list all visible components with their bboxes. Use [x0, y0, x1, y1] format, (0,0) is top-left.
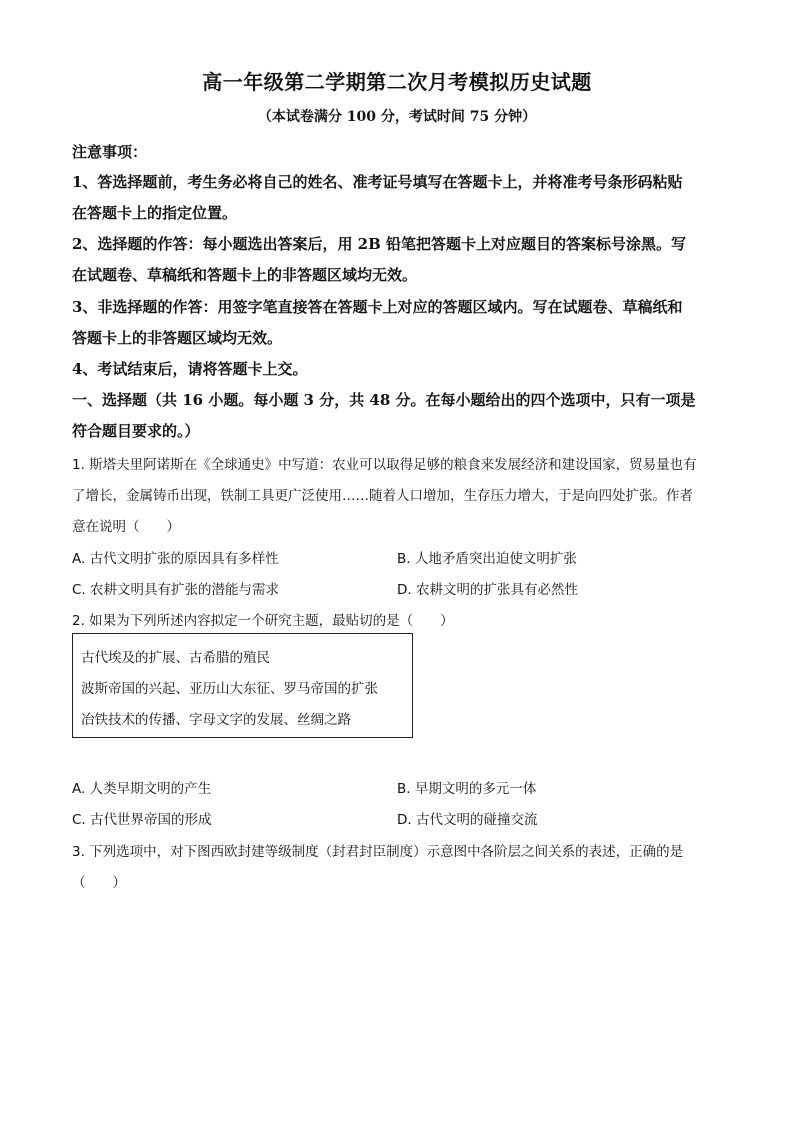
material-line: 古代埃及的扩展、古希腊的殖民 — [81, 650, 270, 666]
question-2-stem: 2. 如果为下列所述内容拟定一个研究主题，最贴切的是（ ） — [72, 613, 454, 629]
notice-line: 2、选择题的作答：每小题选出答案后，用 2B 铅笔把答题卡上对应题目的答案标号涂黑。写 — [72, 235, 687, 253]
notice-line: 1、答选择题前，考生务必将自己的姓名、准考证号填写在答题卡上，并将准考号条形码粘贴 — [72, 173, 683, 191]
question-2-option-d: D. 古代文明的碰撞交流 — [397, 812, 538, 828]
question-2-option-c: C. 古代世界帝国的形成 — [72, 812, 212, 828]
question-2-option-a: A. 人类早期文明的产生 — [72, 781, 212, 797]
notice-line: 4、考试结束后，请将答题卡上交。 — [72, 360, 308, 378]
question-3-stem: 3. 下列选项中，对下图西欧封建等级制度（封君封臣制度）示意图中各阶层之间关系的表述，正确的是 — [72, 844, 684, 860]
page-title: 高一年级第二学期第二次月考模拟历史试题 — [202, 70, 592, 94]
notice-line: 答题卡上的非答题区域均无效。 — [72, 329, 283, 347]
question-2-material-box — [72, 633, 413, 738]
question-1-option-d: D. 农耕文明的扩张具有必然性 — [397, 582, 578, 598]
question-1-stem: 意在说明（ ） — [72, 519, 180, 535]
question-1-option-b: B. 人地矛盾突出迫使文明扩张 — [397, 551, 577, 567]
material-line: 冶铁技术的传播、字母文字的发展、丝绸之路 — [81, 712, 351, 728]
notice-line: 在试题卷、草稿纸和答题卡上的非答题区域均无效。 — [72, 266, 418, 284]
question-1-stem: 1. 斯塔夫里阿诺斯在《全球通史》中写道：农业可以取得足够的粮食来发展经济和建设国家，贸易量也有 — [72, 457, 697, 473]
section-heading: 一、选择题（共 16 小题。每小题 3 分，共 48 分。在每小题给出的四个选项中，只有一项是 — [72, 391, 696, 409]
notice-line: 3、非选择题的作答：用签字笔直接答在答题卡上对应的答题区域内。写在试题卷、草稿纸和 — [72, 298, 683, 316]
question-1-stem: 了增长，金属铸币出现，铁制工具更广泛使用……随着人口增加，生存压力增大，于是向四处扩张。作者 — [72, 488, 693, 504]
section-heading: 符合题目要求的。） — [72, 422, 200, 440]
material-line: 波斯帝国的兴起、亚历山大东征、罗马帝国的扩张 — [81, 681, 378, 697]
question-2-option-b: B. 早期文明的多元一体 — [397, 781, 537, 797]
question-1-option-c: C. 农耕文明具有扩张的潜能与需求 — [72, 582, 280, 598]
notice-heading: 注意事项： — [72, 143, 148, 161]
question-3-stem: （ ） — [72, 875, 126, 891]
question-1-option-a: A. 古代文明扩张的原因具有多样性 — [72, 551, 279, 567]
page-subtitle: （本试卷满分 100 分，考试时间 75 分钟） — [257, 109, 537, 125]
notice-line: 在答题卡上的指定位置。 — [72, 204, 238, 222]
